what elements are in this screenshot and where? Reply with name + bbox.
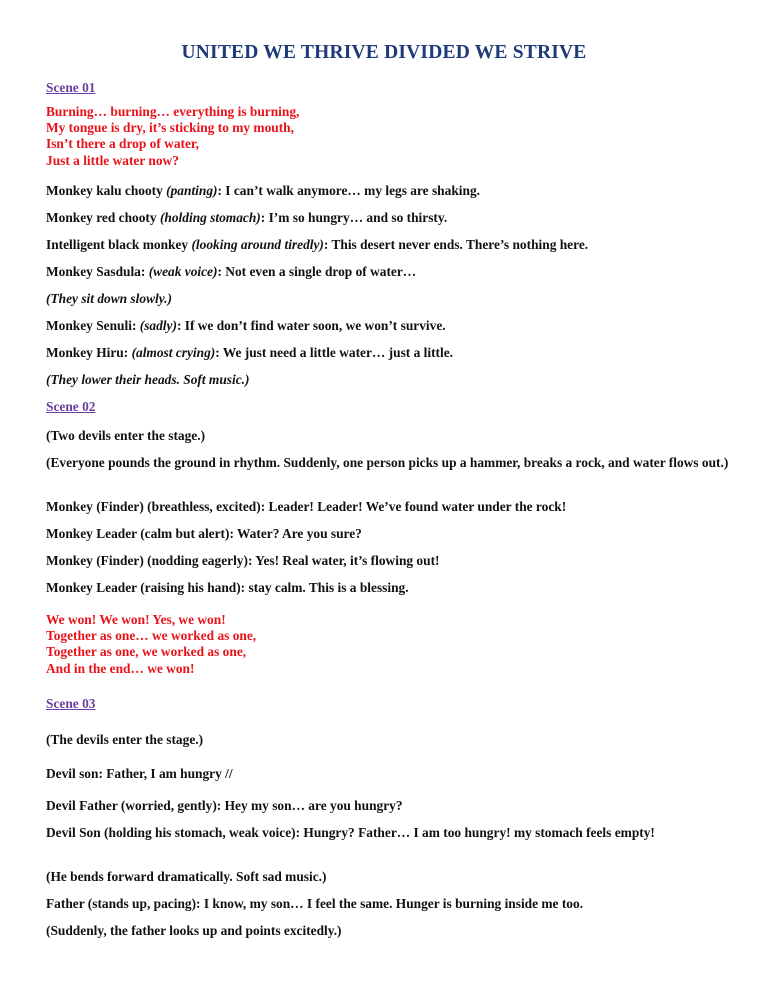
stage-direction: [46, 371, 736, 388]
scene-01-song: [46, 104, 736, 169]
stage-direction: (sadly): [139, 318, 177, 333]
scene-02-heading: Scene 02: [46, 399, 96, 414]
line-text: : We just need a little water… just a little.: [215, 345, 454, 360]
song-line: Together as one… we worked as one,: [46, 628, 257, 644]
stage-direction: (Everyone pounds the ground in rhythm. Suddenly, one person picks up a hammer, breaks a rock, and water flows out.): [46, 455, 729, 470]
scene-01-heading: Scene 01: [46, 80, 96, 95]
speaker: Monkey Sasdula:: [46, 264, 149, 279]
dialogue-line: [46, 317, 736, 334]
speaker: Monkey red chooty: [46, 210, 160, 225]
line-text: : This desert never ends. There’s nothing here.: [323, 237, 589, 252]
speaker: Intelligent black monkey: [46, 237, 192, 252]
song-line: Just a little water now?: [46, 152, 179, 168]
song-line: We won! We won! Yes, we won!: [46, 612, 226, 627]
scene-03-heading: Scene 03: [46, 696, 96, 711]
dialogue-line: [46, 236, 736, 253]
stage-direction: (looking around tiredly): [191, 237, 324, 252]
line-text: : I can’t walk anymore… my legs are shaking.: [217, 183, 480, 198]
speaker: Monkey Hiru:: [46, 345, 132, 360]
dialogue-line: Monkey Leader (calm but alert): Water? Are you sure?: [46, 526, 362, 541]
stage-direction: (The devils enter the stage.): [46, 732, 204, 747]
line-text: : I’m so hungry… and so thirsty.: [260, 210, 448, 225]
dialogue-line: Monkey Leader (raising his hand): stay calm. This is a blessing.: [46, 580, 409, 595]
stage-direction: (Two devils enter the stage.): [46, 428, 206, 443]
dialogue-line: Devil Father (worried, gently): Hey my son… are you hungry?: [46, 798, 403, 813]
stage-direction: (almost crying): [131, 345, 216, 360]
stage-direction: (panting): [166, 183, 218, 198]
document-title: UNITED WE THRIVE DIVIDED WE STRIVE: [181, 42, 587, 63]
speaker: Monkey kalu chooty: [46, 183, 167, 198]
scene-02-song: [46, 612, 736, 677]
song-line: Together as one, we worked as one,: [46, 644, 247, 660]
dialogue-line: Devil Son (holding his stomach, weak voice): Hungry? Father… I am too hungry! my stomach feels empty!: [46, 825, 655, 840]
dialogue-line: Devil son: Father, I am hungry //: [46, 766, 233, 781]
song-line: My tongue is dry, it’s sticking to my mouth,: [46, 120, 294, 136]
dialogue-line: [46, 182, 736, 199]
stage-direction: (Suddenly, the father looks up and points excitedly.): [46, 923, 342, 938]
song-line: Burning… burning… everything is burning,: [46, 104, 300, 119]
stage-direction: (weak voice): [148, 264, 218, 279]
stage-direction-text: (They sit down slowly.): [46, 291, 172, 306]
song-line: Isn’t there a drop of water,: [46, 136, 199, 152]
dialogue-line: [46, 344, 736, 361]
line-text: : If we don’t find water soon, we won’t survive.: [176, 318, 446, 333]
dialogue-line: Monkey (Finder) (breathless, excited): Leader! Leader! We’ve found water under the rock!: [46, 499, 567, 514]
dialogue-line: [46, 209, 736, 226]
speaker: Monkey Senuli:: [46, 318, 140, 333]
dialogue-line: Monkey (Finder) (nodding eagerly): Yes! Real water, it’s flowing out!: [46, 553, 440, 568]
line-text: : Not even a single drop of water…: [217, 264, 417, 279]
stage-direction-text: (They lower their heads. Soft music.): [46, 372, 250, 387]
stage-direction: (He bends forward dramatically. Soft sad music.): [46, 869, 327, 884]
song-line: And in the end… we won!: [46, 660, 195, 676]
dialogue-line: [46, 263, 736, 280]
stage-direction: [46, 290, 736, 307]
stage-direction: (holding stomach): [159, 210, 261, 225]
dialogue-line: Father (stands up, pacing): I know, my son… I feel the same. Hunger is burning inside me too.: [46, 896, 584, 911]
